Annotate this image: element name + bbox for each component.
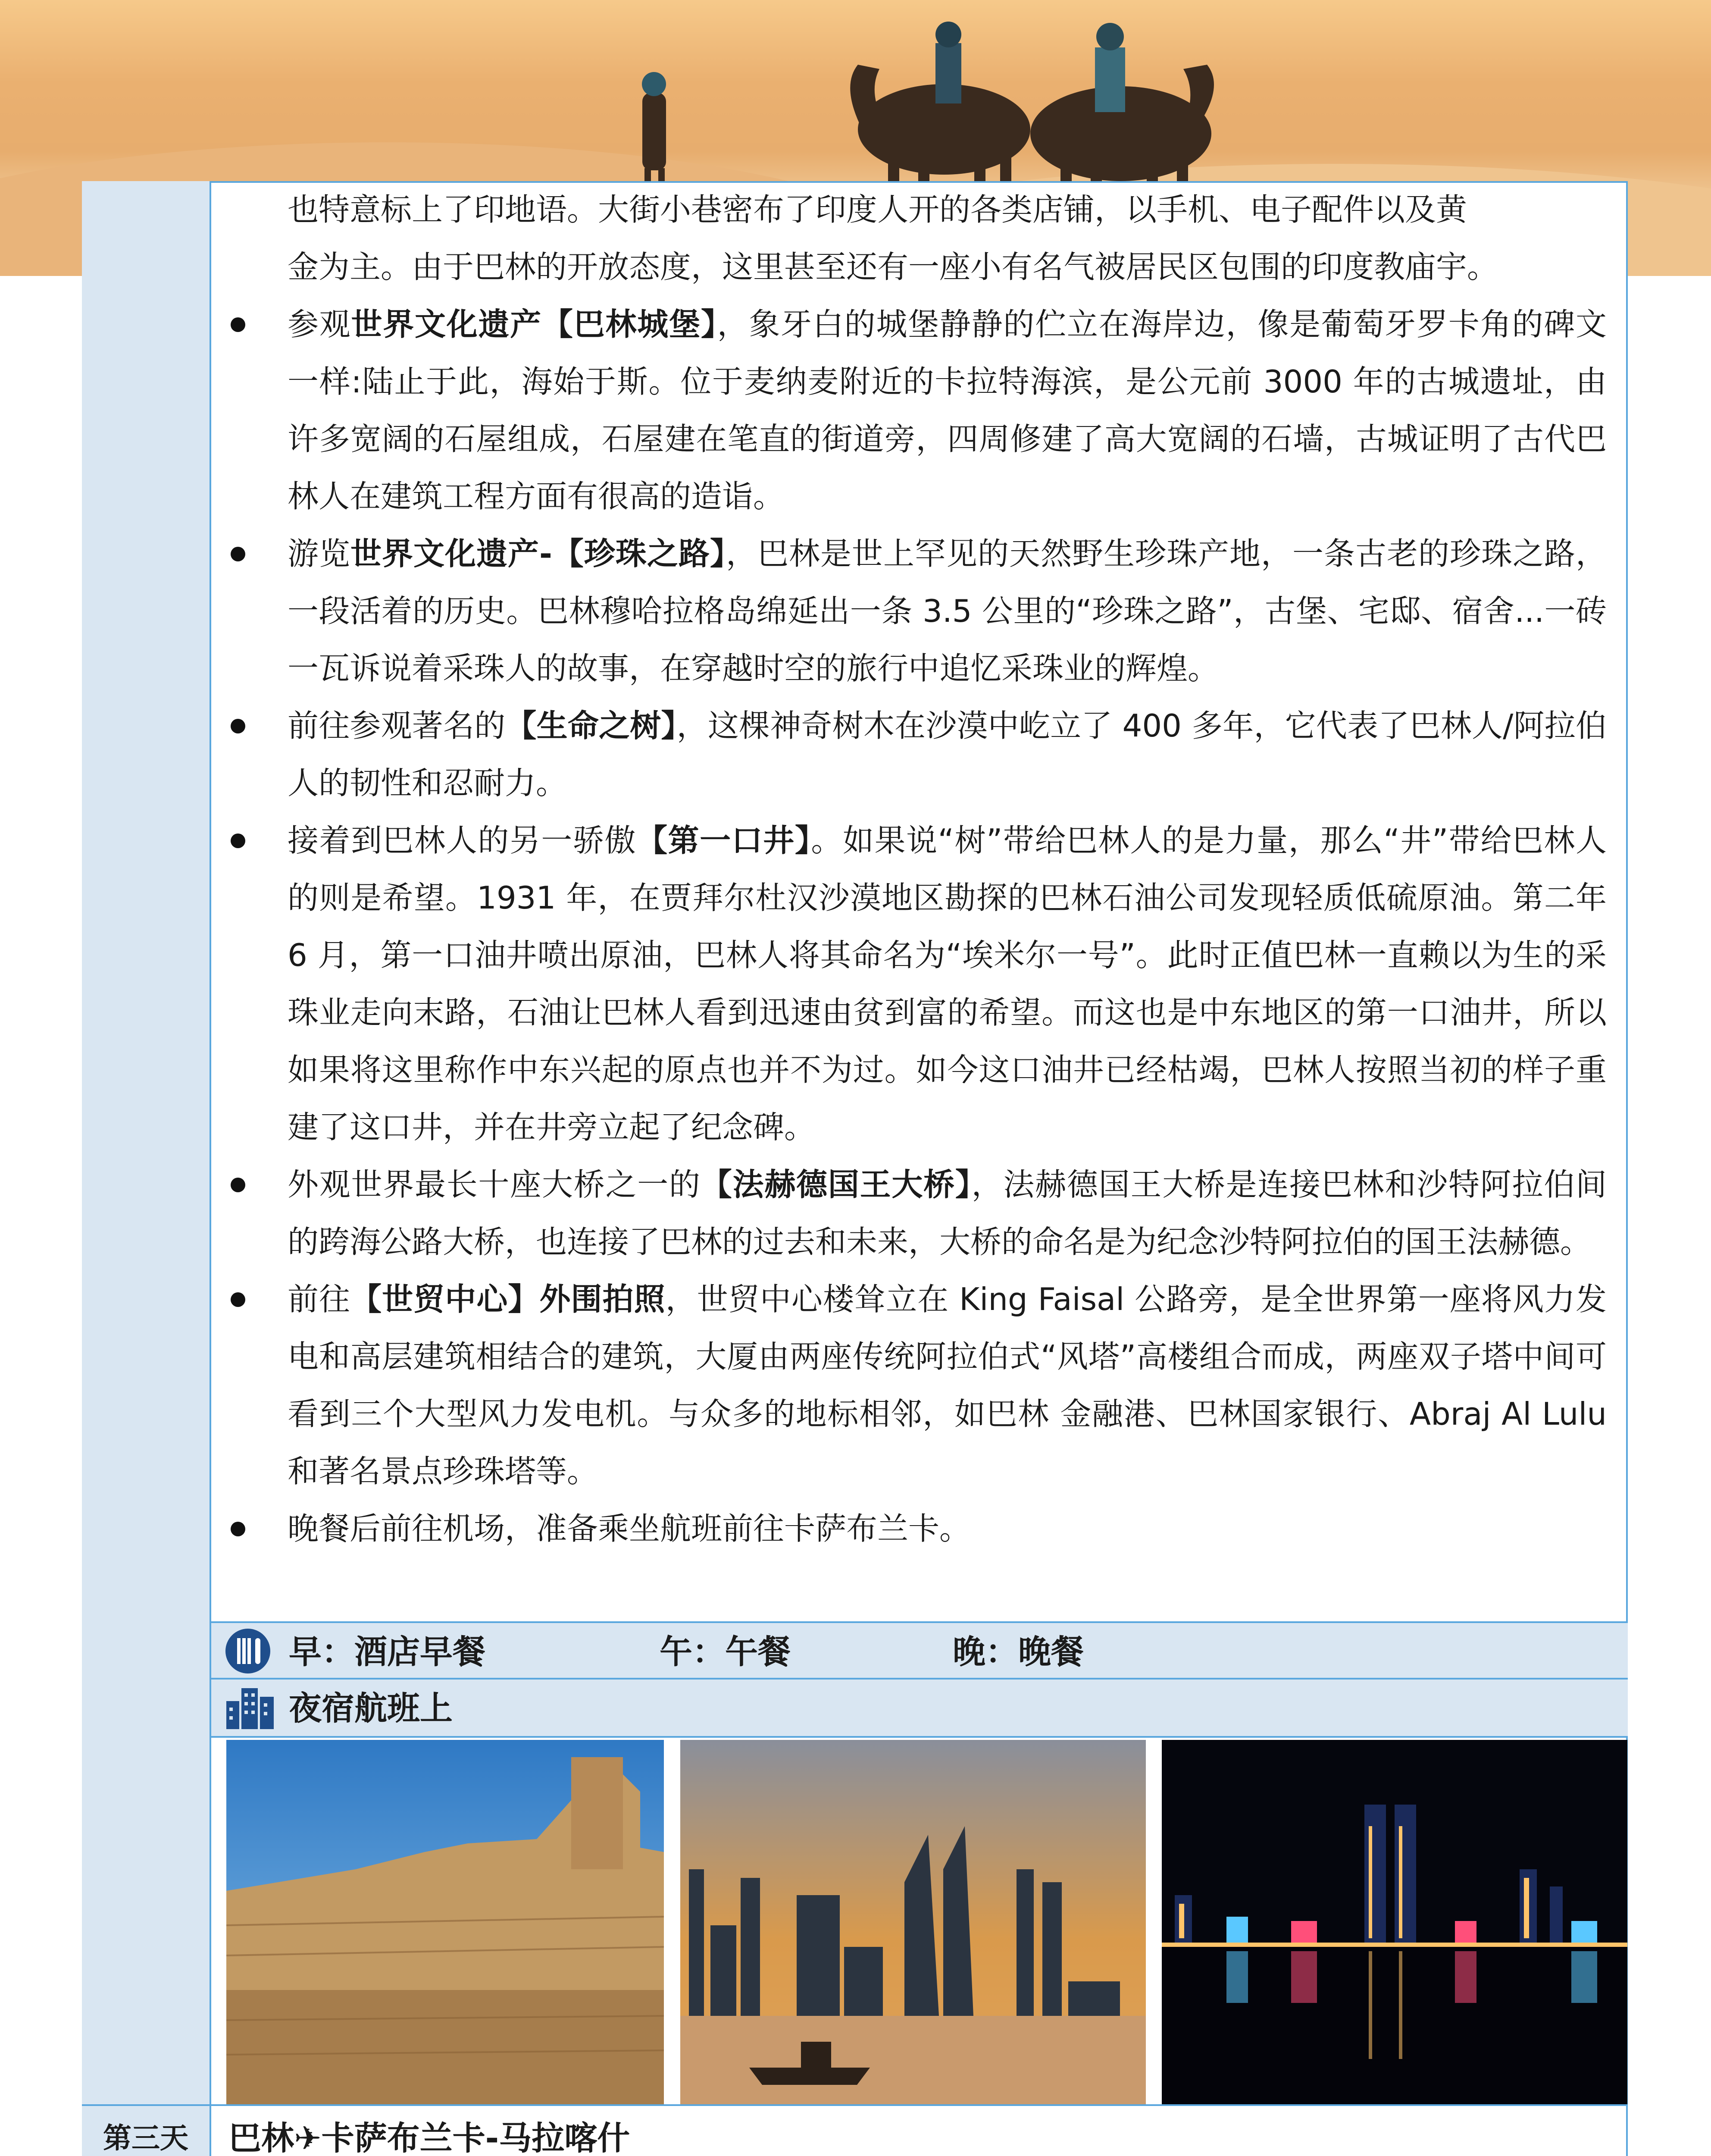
meals-row [211,1621,1628,1680]
accommodation-row [211,1680,1628,1738]
intro-line: 金为主。由于巴林的开放态度，这里甚至还有一座小有名气被居民区包围的印度教庙宇。 [288,249,1498,285]
breakfast-label: 早：酒店早餐 [289,1633,485,1671]
list-item [211,1156,1628,1271]
list-item [211,812,1628,1156]
list-item [211,1500,1628,1557]
dinner-label: 晚：晚餐 [953,1633,1084,1671]
bahrain-fort-photo [226,1740,664,2104]
bullet-icon [231,719,245,733]
item-prefix: 前往参观著名的 [288,708,506,744]
item-prefix: 参观 [288,306,351,342]
intro-line: 也特意标上了印地语。大街小巷密布了印度人开的各类店铺，以手机、电子配件以及黄 [288,191,1467,228]
item-prefix: 接着到巴林人的另一骄傲 [288,822,637,859]
bahrain-wtc-night-photo [1162,1740,1627,2104]
item-highlight: 【第一口井】 [636,822,811,859]
day-header-row [82,2104,1628,2156]
bullet-icon [231,1292,245,1307]
itinerary-content [211,181,1628,1557]
item-text: ，世贸中心楼耸立在 King Faisal 公路旁，是全世界第一座将风力发电和高层建筑相结合的建筑，大厦由两座传统阿拉伯式“风塔”高楼组合而成，两座双子塔中间可看到三个大型风力发电机。与众多的地标相邻，如巴林 金融港、巴林国家银行、Abraj Al Lulu 和著名景点珍珠塔等。 [288,1281,1607,1489]
bullet-icon [231,317,245,332]
item-highlight: 世界文化遗产【巴林城堡】 [351,306,717,342]
item-text: ，法赫德国王大桥是连接巴林和沙特阿拉伯间的跨海公路大桥，也连接了巴林的过去和未来，大桥的命名是为纪念沙特阿拉伯的国王法赫德。 [288,1166,1607,1260]
day-column [82,181,211,2156]
item-highlight: 【生命之树】 [505,708,677,744]
utensils-icon [224,1627,272,1675]
list-item [211,697,1628,812]
item-text: ，象牙白的城堡静静的伫立在海岸边，像是葡萄牙罗卡角的碑文一样:陆止于此，海始于斯。位于麦纳麦附近的卡拉特海滨，是公元前 3000 年的古城遗址，由许多宽阔的石屋组成，石屋建在笔直的街道旁，四周修建了高大宽阔的石墙，古城证明了古代巴林人在建筑工程方面有很高的造诣。 [288,306,1607,514]
bullet-icon [231,1178,245,1192]
item-prefix: 晚餐后前往机场，准备乘坐航班前往卡萨布兰卡。 [288,1510,971,1547]
day-label: 第三天 [82,2106,211,2156]
item-highlight: 世界文化遗产-【珍珠之路】 [350,536,726,572]
item-prefix: 游览 [288,536,351,572]
list-item [211,296,1628,525]
item-text: ，巴林是世上罕见的天然野生珍珠产地，一条古老的珍珠之路，一段活着的历史。巴林穆哈拉格岛绵延出一条 3.5 公里的“珍珠之路”，古堡、宅邸、宿舍...一砖一瓦诉说着采珠人的故事，在穿越时空的旅行中追忆采珠业的辉煌。 [288,536,1607,686]
item-prefix: 外观世界最长十座大桥之一的 [288,1166,701,1203]
day-route-title: 巴林✈卡萨布兰卡-马拉喀什 [228,2119,630,2156]
bullet-icon [231,834,245,848]
accommodation-label: 夜宿航班上 [289,1689,453,1727]
bullet-icon [231,547,245,561]
item-prefix: 前往 [288,1281,351,1317]
item-text: ，这棵神奇树木在沙漠中屹立了 400 多年，它代表了巴林人/阿拉伯人的韧性和忍耐力。 [288,708,1607,801]
item-text: 。如果说“树”带给巴林人的是力量，那么“井”带给巴林人的则是希望。1931 年，在贾拜尔杜汉沙漠地区勘探的巴林石油公司发现轻质低硫原油。第二年 6 月，第一口油井喷出原油，巴林人将其命名为“埃米尔一号”。此时正值巴林一直赖以为生的采珠业走向末路，石油让巴林人看到迅速由贫到富的希望。而这也是中东地区的第一口油井，所以如果将这里称作中东兴起的原点也并不为过。如今这口油井已经枯竭，巴林人按照当初的样子重建了这口井，并在井旁立起了纪念碑。 [288,822,1607,1145]
item-highlight: 【世贸中心】外围拍照 [350,1281,666,1317]
building-icon [224,1684,276,1731]
item-highlight: 【法赫德国王大桥】 [701,1166,972,1203]
manama-skyline-sunset-photo [680,1740,1146,2104]
lunch-label: 午：午餐 [660,1633,791,1671]
list-item [211,525,1628,697]
bullet-icon [231,1522,245,1536]
list-item [211,1271,1628,1500]
